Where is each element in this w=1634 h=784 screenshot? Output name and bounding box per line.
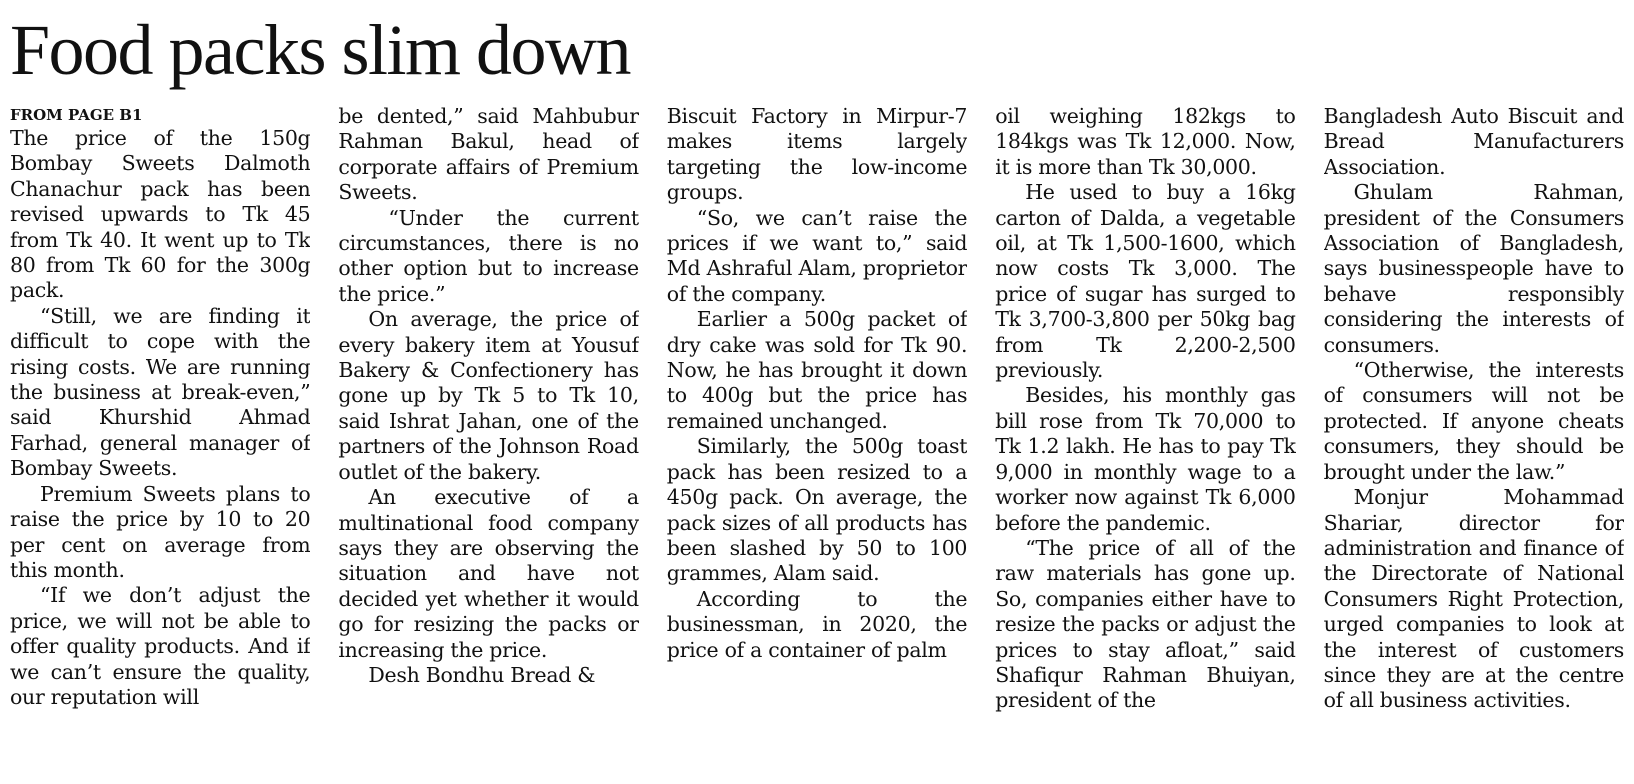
article-column-3 [667, 104, 967, 784]
article-paragraph: “So, we can’t raise the prices if we want to,” said Md Ashraful Alam, proprietor of the company. [666, 205, 968, 306]
article-column-2 [338, 104, 638, 784]
continued-from-label: FROM PAGE B1 [10, 106, 143, 124]
article-paragraph: According to the businessman, in 2020, the price of a container of palm [666, 586, 968, 662]
article-paragraph: On average, the price of every bakery item at Yousuf Bakery & Confectionery has gone up by Tk 5 to Tk 10, said Ishrat Jahan, one of the partners of the Johnson Road outlet of the bakery. [338, 307, 639, 484]
article-paragraph: Ghulam Rahman, president of the Consumers Association of Bangladesh, says businesspeople have to behave responsibly considering the interests of consumers. [1323, 180, 1624, 357]
article-paragraph: oil weighing 182kgs to 184kgs was Tk 12,000. Now, it is more than Tk 30,000. [995, 104, 1296, 179]
article-paragraph: Similarly, the 500g toast pack has been resized to a 450g pack. On average, the pack sizes of all products has been slashed by 50 to 100 grammes, Alam said. [666, 434, 968, 586]
article-paragraph: Desh Bondhu Bread & [368, 662, 596, 687]
article-paragraph: Monjur Mohammad Shariar, director for administration and finance of the Directorate of National Consumers Right Protection, urged companies to look at the interest of customers since they are at the centre of all business activities. [1323, 485, 1624, 713]
article-body [10, 104, 1624, 784]
article-paragraph: Bangladesh Auto Biscuit and Bread Manufacturers Association. [1323, 104, 1624, 179]
article-paragraph: The price of the 150g Bombay Sweets Dalmoth Chanachur pack has been revised upwards to Tk 45 from Tk 40. It went up to Tk 80 from Tk 60 for the 300g pack. [10, 126, 311, 303]
article-paragraph: “The price of all of the raw materials has gone up. So, companies either have to resize the packs or adjust the prices to stay afloat,” said Shafiqur Rahman Bhuiyan, president of the [995, 535, 1296, 713]
article-paragraph: Premium Sweets plans to raise the price by 10 to 20 per cent on average from this month. [10, 481, 311, 582]
article-column-4 [995, 104, 1295, 784]
article-paragraph: Biscuit Factory in Mirpur-7 makes items largely targeting the low-income groups. [666, 104, 968, 205]
article-paragraph: “If we don’t adjust the price, we will not be able to offer quality products. And if we can’t ensure the quality, our reputation will [10, 583, 311, 709]
article-paragraph: An executive of a multinational food company says they are observing the situation and have not decided yet whether it would go for resizing the packs or increasing the price. [338, 485, 639, 662]
article-paragraph: Besides, his monthly gas bill rose from Tk 70,000 to Tk 1.2 lakh. He has to pay Tk 9,000 in monthly wage to a worker now against Tk 6,000 before the pandemic. [995, 383, 1296, 535]
article-paragraph: “Still, we are finding it difficult to cope with the rising costs. We are running the business at break-even,” said Khurshid Ahmad Farhad, general manager of Bombay Sweets. [10, 303, 311, 481]
article-column-5 [1324, 104, 1624, 784]
article-paragraph: Earlier a 500g packet of dry cake was sold for Tk 90. Now, he has brought it down to 400g but the price has remained unchanged. [666, 307, 968, 433]
article-paragraph: “Under the current circumstances, there is no other option but to increase the price.” [338, 205, 639, 306]
article-headline: Food packs slim down [10, 10, 631, 90]
article-paragraph: “Otherwise, the interests of consumers will not be protected. If anyone cheats consumers, they should be brought under the law.” [1323, 358, 1624, 484]
article-paragraph: be dented,” said Mahbubur Rahman Bakul, head of corporate affairs of Premium Sweets. [338, 104, 639, 205]
article-column-1 [10, 104, 310, 784]
article-paragraph: He used to buy a 16kg carton of Dalda, a vegetable oil, at Tk 1,500-1600, which now costs Tk 3,000. The price of sugar has surged to Tk 3,700-3,800 per 50kg bag from Tk 2,200-2,500 previously. [995, 180, 1296, 383]
